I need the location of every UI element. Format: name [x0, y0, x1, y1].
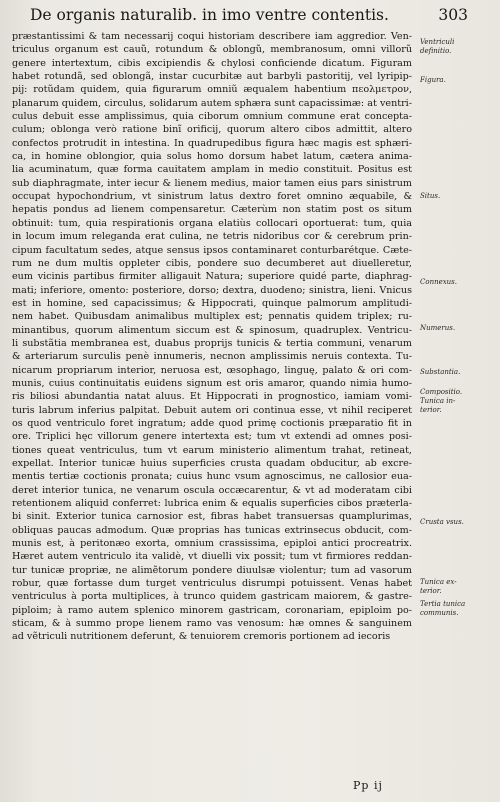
- body-text: [12, 30, 412, 644]
- text-line: culum; oblonga verò ratione binĩ orificij, quorum altero cibos admittit, altero: [12, 124, 412, 136]
- text-line: ca, in homine oblongior, quia solus homo dorsum habet latum, cætera anima-: [12, 151, 412, 163]
- text-line: præstantissimi & tam necessarij coqui historiam describere iam aggredior. Ven-: [12, 31, 412, 42]
- text-line: piploim; à ramo autem splenico minorem gastricam, coronariam, epiploim po-: [12, 604, 412, 616]
- text-line: triculus organum est cauũ, rotundum & oblongũ, membranosum, omni villorũ: [12, 44, 412, 56]
- margin-note-8: [420, 578, 496, 596]
- margin-note-line: Tunica in-: [420, 397, 456, 405]
- text-line: sticam, & à summo prope lienem ramo vas venosum: hæ omnes & sanguinem: [12, 618, 412, 630]
- text-line: ris biliosi abundantia natat aluus. Et Hippocrati in prognostico, iamiam vomi-: [12, 391, 412, 403]
- text-line: sub diaphragmate, inter iecur & lienem medius, maior tamen eius pars sinistrum: [12, 177, 412, 189]
- text-line: turis labrum inferius palpitat. Debuit autem ori continua esse, vt nihil reciperet: [12, 404, 412, 416]
- text-line: planarum quidem, circulus, solidarum autem sphæra sunt capacissimæ: at ventri-: [12, 97, 412, 109]
- text-line: munis, cuius continuitatis euidens signum est oris amaror, quando nimia humo-: [12, 377, 412, 389]
- text-line: retentionem aliquid conferret: lubrica enim & equalis superficies cibos præterla-: [12, 498, 412, 510]
- text-line: ore. Triplici hęc villorum genere intertexta est; tum vt extendi ad omnes posi-: [12, 431, 412, 443]
- text-line: occupat hypochondrium, vt sinistrum latus dextro foret omnino æquabile, &: [12, 191, 412, 203]
- margin-note-line: Numerus.: [420, 324, 456, 332]
- text-line: Hæret autem ventriculo ita validè, vt diuelli vix possit; tum vt firmiores reddan-: [12, 551, 412, 563]
- text-line: li substãtia membranea est, duabus proprijs tunicis & tertia communi, venarum: [12, 337, 412, 349]
- text-line: culus debuit esse amplissimus, quia ciborum omnium commune erat concepta-: [12, 111, 412, 123]
- text-line: expellat. Interior tunicæ huius superficies crusta quadam obducitur, ab excre-: [12, 458, 412, 469]
- margin-note-line: terior.: [420, 406, 442, 414]
- margin-note-line: Connexus.: [420, 278, 458, 286]
- margin-note-0: [420, 38, 496, 56]
- text-line: ad vẽtriculi nutritionem deferunt, & tenuiorem cremoris portionem ad iecoris: [12, 631, 391, 643]
- margin-note-line: communis.: [420, 609, 459, 617]
- margin-note-line: Figura.: [420, 76, 446, 84]
- text-line: os quod ventriculo foret ingratum; adde quod primę coctionis præparatio fit in: [12, 417, 412, 429]
- margin-note-3: [420, 278, 496, 287]
- text-line: deret interior tunica, ne venarum oscula occæcarentur, & vt ad moderatam cibi: [12, 484, 412, 496]
- text-line: bi sinit. Exterior tunica carnosior est, fibras habet transuersas quamplurimas,: [12, 511, 412, 523]
- text-line: mentis tertiæ coctionis pronata; cuius hunc vsum agnoscimus, ne callosior eua-: [12, 471, 412, 483]
- margin-note-line: Ventriculi: [420, 38, 455, 46]
- margin-note-line: Situs.: [420, 192, 441, 200]
- text-line: munis est, à peritonæo exorta, omnium crassissima, epiploi antici procreatrix.: [12, 538, 412, 550]
- text-line: nicarum propriarum interior, neruosa est, œsophago, linguę, palato & ori com-: [12, 364, 412, 376]
- running-header: [30, 6, 470, 24]
- text-line: minantibus, quorum alimentum siccum est & spinosum, quadruplex. Ventricu-: [12, 324, 412, 336]
- text-line: est in homine, sed capacissimus; & Hippocrati, quinque palmorum amplitudi-: [12, 297, 412, 309]
- signature-mark: Pp ij: [353, 779, 383, 792]
- text-line: mati; inferiore, omento: posteriore, dorso; dextra, duodeno; sinistra, lieni. Vnicus: [12, 284, 412, 296]
- text-line: hepatis pondus ad lienem compensaretur. Cæterùm non statim post os situm: [12, 204, 412, 216]
- margin-note-4: [420, 324, 496, 333]
- text-line: obtinuit: tum, quia respirationis organa elatiùs collocari oportuerat: tum, quia: [12, 217, 412, 229]
- text-line: obliquas paucas admodum. Quæ proprias has tunicas extrinsecus obducit, com-: [12, 524, 412, 536]
- text-line: tur tunicæ propriæ, ne alimẽtorum pondere diuulsæ violentur; tum ad vasorum: [12, 564, 412, 576]
- margin-note-6: [420, 388, 496, 415]
- text-line: ventriculus à porta multiplices, à trunco quidem gastricam maiorem, & gastre-: [12, 591, 412, 603]
- text-line: genere intertextum, cibis excipiendis & chylosi conficiende dicatum. Figuram: [12, 57, 412, 69]
- margin-note-9: [420, 600, 496, 618]
- text-line: robur, quæ fortasse dum turget ventriculus disrumpi potuissent. Venas habet: [12, 578, 412, 590]
- margin-note-line: Tunica ex-: [420, 578, 457, 586]
- text-line: pij: rotũdam quidem, quia figurarum omniũ æqualem habentium πεολμετρον,: [12, 84, 412, 96]
- margin-note-7: [420, 518, 496, 527]
- text-line: rum ne dum multis oppleter cibis, pondere suo decumberet aut diuelleretur,: [12, 257, 412, 269]
- text-line: nem habet. Quibusdam animalibus multiplex est; pennatis quidem triplex; ru-: [12, 311, 412, 323]
- margin-note-2: [420, 192, 496, 201]
- margin-note-line: definitio.: [420, 47, 452, 55]
- margin-note-line: Compositio.: [420, 388, 463, 396]
- text-line: cipum facultatum sedes, atque sensus ipsos contaminaret conturbarétque. Cæte-: [12, 244, 412, 256]
- margin-note-1: [420, 76, 496, 85]
- running-title: De organis naturalib. in imo ventre contentis.: [30, 6, 389, 24]
- margin-note-line: terior.: [420, 587, 442, 595]
- text-line: habet rotundã, sed oblongã, instar cucurbitæ aut barbyli pastoritij, vel lyripip-: [12, 71, 412, 83]
- text-line: confectos protrudit in intestina. In quadrupedibus figura hæc magis est sphæri-: [12, 137, 412, 149]
- margin-note-line: Crusta vsus.: [420, 518, 464, 526]
- text-line: tiones queat ventriculus, tum vt earum ministerio alimentum trahat, retineat,: [12, 444, 412, 456]
- text-line: lia acuminatum, quæ forma cauitatem amplam in medio constituit. Positus est: [12, 164, 412, 176]
- text-line: & arteriarum surculis penè innumeris, necnon amplissimis neruis contexta. Tu-: [12, 351, 412, 363]
- text-line: in locum imum releganda erat culina, ne tetris nidoribus cor & cerebrum prin-: [12, 231, 412, 243]
- margin-note-line: Substantia.: [420, 368, 461, 376]
- text-line: eum vicinis partibus firmiter alligauit Natura; superiore quidé parte, diaphrag-: [12, 271, 412, 283]
- page-number: 303: [438, 6, 468, 24]
- margin-note-5: [420, 368, 496, 377]
- margin-note-line: Tertia tunica: [420, 600, 466, 608]
